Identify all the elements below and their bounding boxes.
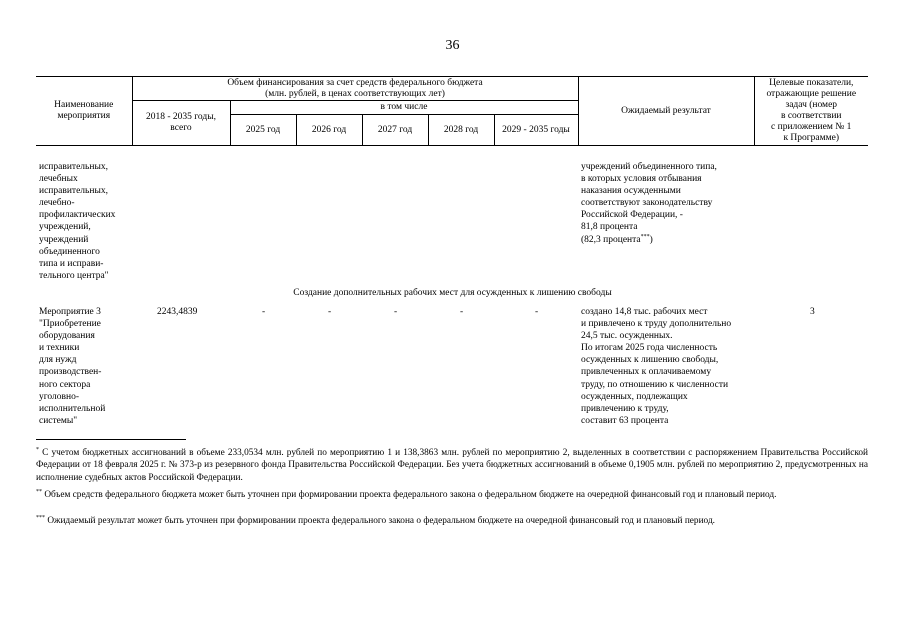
footnote-mark: ** — [36, 489, 42, 495]
measure3-target: 3 — [810, 307, 815, 317]
measure3-name-text: Мероприятие 3 "Приобретение оборудования и техники для нужд производствен- ного сектора уголовно- исполнительной системы" — [39, 307, 106, 426]
header-target-col: Целевые показатели, отражающие решение задач (номер в соответствии с приложением № 1 к Программе) — [754, 77, 868, 146]
footnote-1 — [36, 447, 868, 484]
footnote-mark: *** — [36, 515, 45, 521]
continuation-name-text: исправительных, лечебных исправительных, лечебно- профилактических учреждений, учреждений объединенного типа и исправи- тельного центра" — [39, 162, 116, 281]
footnote-text: Объем средств федерального бюджета может быть уточнен при формировании проекта федерального закона о федеральном бюджете на очередной финансовый год и плановый период. — [42, 490, 777, 500]
header-year-2026: 2026 год — [296, 115, 362, 146]
footnote-divider — [36, 439, 186, 440]
continuation-result-last: (82,3 процента — [581, 234, 641, 245]
footnote-mark: * — [36, 447, 39, 453]
header-funding-title: Объем финансирования за счет средств федерального бюджета (млн. рублей, в ценах соответствующих лет) — [132, 77, 578, 101]
footnote-text: С учетом бюджетных ассигнований в объеме 233,0534 млн. рублей по мероприятию 1 и 138,3863 млн. рублей по мероприятию 2, выделенных в соответствии с распоряжением Правительства Российской Федерации от 18 февраля 2025 г. № 373-р из резервного фонда Правительства Российской Федерации. Без учета бюджетных ассигнований в объеме 0,1905 млн. рублей по мероприятию 2, предусмотренных на исполнение судебных актов Российской Федерации. — [36, 448, 868, 483]
measure3-total: 2243,4839 — [157, 307, 198, 317]
continuation-result-close: ) — [649, 234, 653, 245]
continuation-result-main: учреждений объединенного типа, в которых условия отбывания наказания осужденными соответствуют законодательству Российской Федерации, - 81,8 процента — [581, 162, 717, 233]
measure3-result-text: создано 14,8 тыс. рабочих мест и привлечено к труду дополнительно 24,5 тыс. осужденных. По итогам 2025 года численность осужденных к лишению свободы, привлеченных к оплачиваемому труду, по отношению к численности осужденных, подлежащих привлечению к труду, составит 63 процента — [581, 307, 732, 426]
header-year-2027: 2027 год — [362, 115, 428, 146]
footnote-3 — [36, 515, 868, 527]
measure3-year-2025: - — [262, 307, 266, 317]
measure3-year-2029-2035: - — [535, 307, 539, 317]
footnote-ref: *** — [640, 233, 650, 240]
section-title: Создание дополнительных рабочих мест для осужденных к лишению свободы — [293, 288, 612, 298]
footnote-text: Ожидаемый результат может быть уточнен при формировании проекта федерального закона о федеральном бюджете на очередной финансовый год и плановый период. — [45, 516, 715, 526]
header-total-col: 2018 - 2035 годы, всего — [132, 101, 230, 146]
header-year-2029-2035: 2029 - 2035 годы — [494, 115, 578, 146]
table-header — [36, 76, 868, 146]
measure3-year-2026: - — [328, 307, 332, 317]
measure3-year-2028: - — [460, 307, 464, 317]
measure3-year-2027: - — [394, 307, 398, 317]
header-name-col: Наименование мероприятия — [36, 77, 132, 146]
page-number: 36 — [445, 38, 460, 53]
footnote-2 — [36, 489, 868, 501]
header-year-2025: 2025 год — [230, 115, 296, 146]
header-result-col: Ожидаемый результат — [578, 77, 754, 146]
continuation-result-text — [581, 161, 717, 246]
header-including: в том числе — [230, 101, 578, 115]
header-year-2028: 2028 год — [428, 115, 494, 146]
